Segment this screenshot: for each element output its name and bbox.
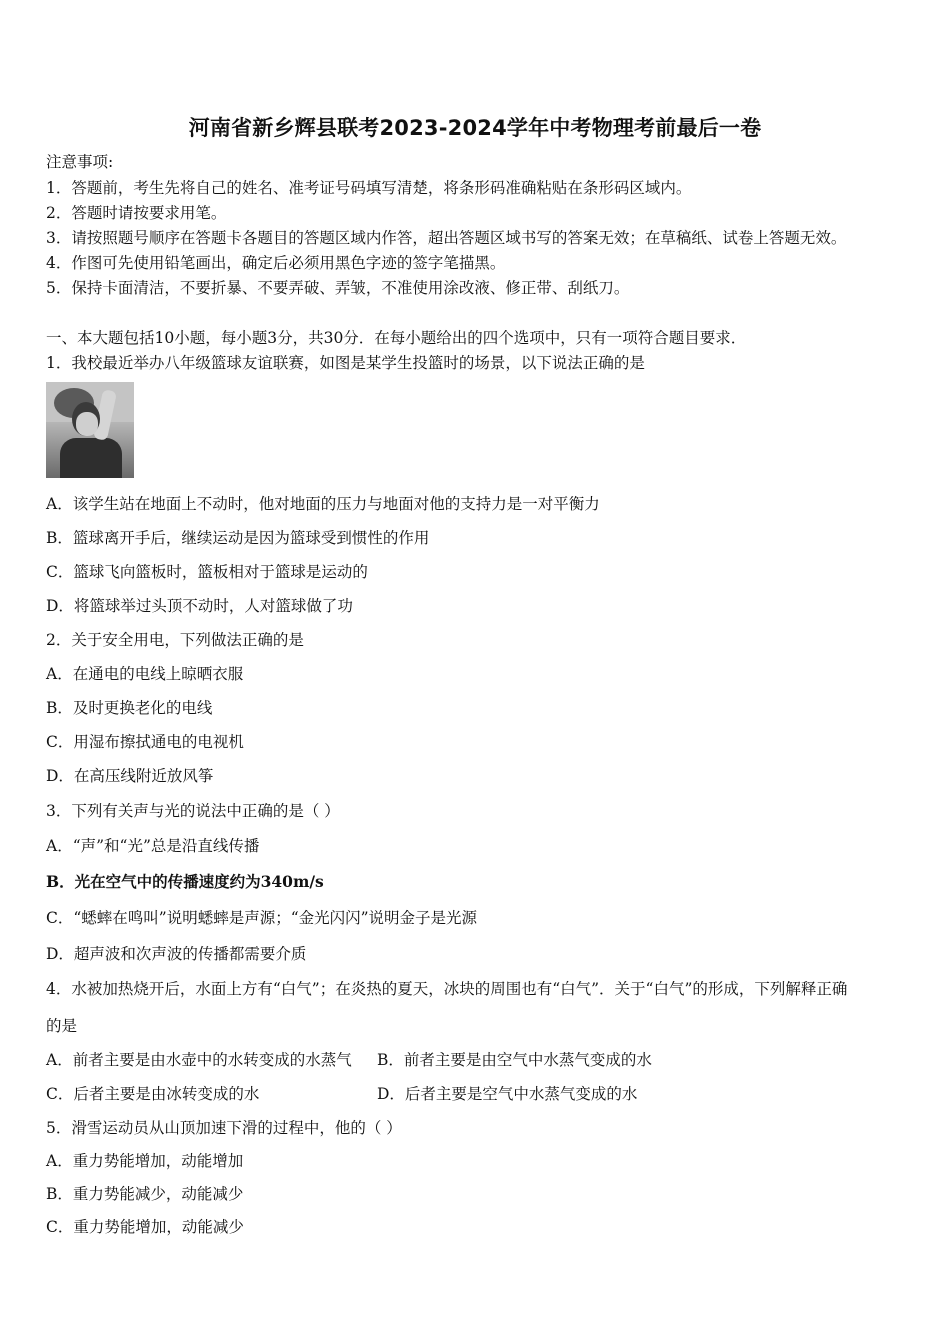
question-5-option-c: C．重力势能增加，动能减少: [46, 1218, 244, 1236]
question-1-option-d: D．将篮球举过头顶不动时，人对篮球做了功: [46, 597, 353, 615]
notice-item: 3．请按照题号顺序在答题卡各题目的答题区域内作答，超出答题区域书写的答案无效；在草稿纸、试卷上答题无效。: [46, 229, 847, 247]
question-3-option-d: D．超声波和次声波的传播都需要介质: [46, 945, 307, 963]
question-1-option-c: C．篮球飞向篮板时，篮板相对于篮球是运动的: [46, 563, 368, 581]
notice-item: 4．作图可先使用铅笔画出，确定后必须用黑色字迹的签字笔描黑。: [46, 254, 506, 272]
question-5-option-b: B．重力势能减少，动能减少: [46, 1185, 244, 1203]
question-3-option-a: A．“声”和“光”总是沿直线传播: [46, 837, 260, 855]
question-5-option-a: A．重力势能增加，动能增加: [46, 1152, 244, 1170]
question-3-option-b: B．光在空气中的传播速度约为340m/s: [46, 872, 324, 891]
question-2-stem: 2．关于安全用电，下列做法正确的是: [46, 631, 304, 649]
question-2-option-a: A．在通电的电线上晾晒衣服: [46, 665, 244, 683]
page-title: 河南省新乡辉县联考2023-2024学年中考物理考前最后一卷: [188, 116, 762, 140]
question-4-option-d: D．后者主要是空气中水蒸气变成的水: [377, 1085, 638, 1103]
question-2-option-d: D．在高压线附近放风筝: [46, 767, 214, 785]
question-4-option-b: B．前者主要是由空气中水蒸气变成的水: [377, 1051, 652, 1069]
question-3-stem: 3．下列有关声与光的说法中正确的是（ ）: [46, 802, 340, 820]
question-5-stem: 5．滑雪运动员从山顶加速下滑的过程中，他的（ ）: [46, 1119, 402, 1137]
basketball-player-photo: [46, 382, 134, 478]
question-1-option-b: B．篮球离开手后，继续运动是因为篮球受到惯性的作用: [46, 529, 430, 547]
question-2-option-c: C．用湿布擦拭通电的电视机: [46, 733, 244, 751]
question-4-option-a: A．前者主要是由水壶中的水转变成的水蒸气: [46, 1051, 352, 1069]
notice-item: 1．答题前，考生先将自己的姓名、准考证号码填写清楚，将条形码准确粘贴在条形码区域内。: [46, 179, 692, 197]
question-4-option-c: C．后者主要是由冰转变成的水: [46, 1085, 260, 1103]
question-4-stem-continued: 的是: [46, 1017, 78, 1035]
notice-item: 2．答题时请按要求用笔。: [46, 204, 227, 222]
question-3-option-c: C．“蟋蟀在鸣叫”说明蟋蟀是声源；“金光闪闪”说明金子是光源: [46, 909, 478, 927]
question-2-option-b: B．及时更换老化的电线: [46, 699, 213, 717]
question-1-option-a: A．该学生站在地面上不动时，他对地面的压力与地面对他的支持力是一对平衡力: [46, 495, 600, 513]
notice-item: 5．保持卡面清洁，不要折暴、不要弄破、弄皱，不准使用涂改液、修正带、刮纸刀。: [46, 279, 630, 297]
notice-heading: 注意事项:: [46, 153, 114, 171]
question-1-stem: 1．我校最近举办八年级篮球友谊联赛，如图是某学生投篮时的场景，以下说法正确的是: [46, 354, 645, 372]
section-heading: 一、本大题包括10小题，每小题3分，共30分．在每小题给出的四个选项中，只有一项符合题目要求．: [46, 329, 747, 347]
question-4-stem: 4．水被加热烧开后，水面上方有“白气”；在炎热的夏天，冰块的周围也有“白气”．关于“白气”的形成，下列解释正确: [46, 980, 848, 998]
